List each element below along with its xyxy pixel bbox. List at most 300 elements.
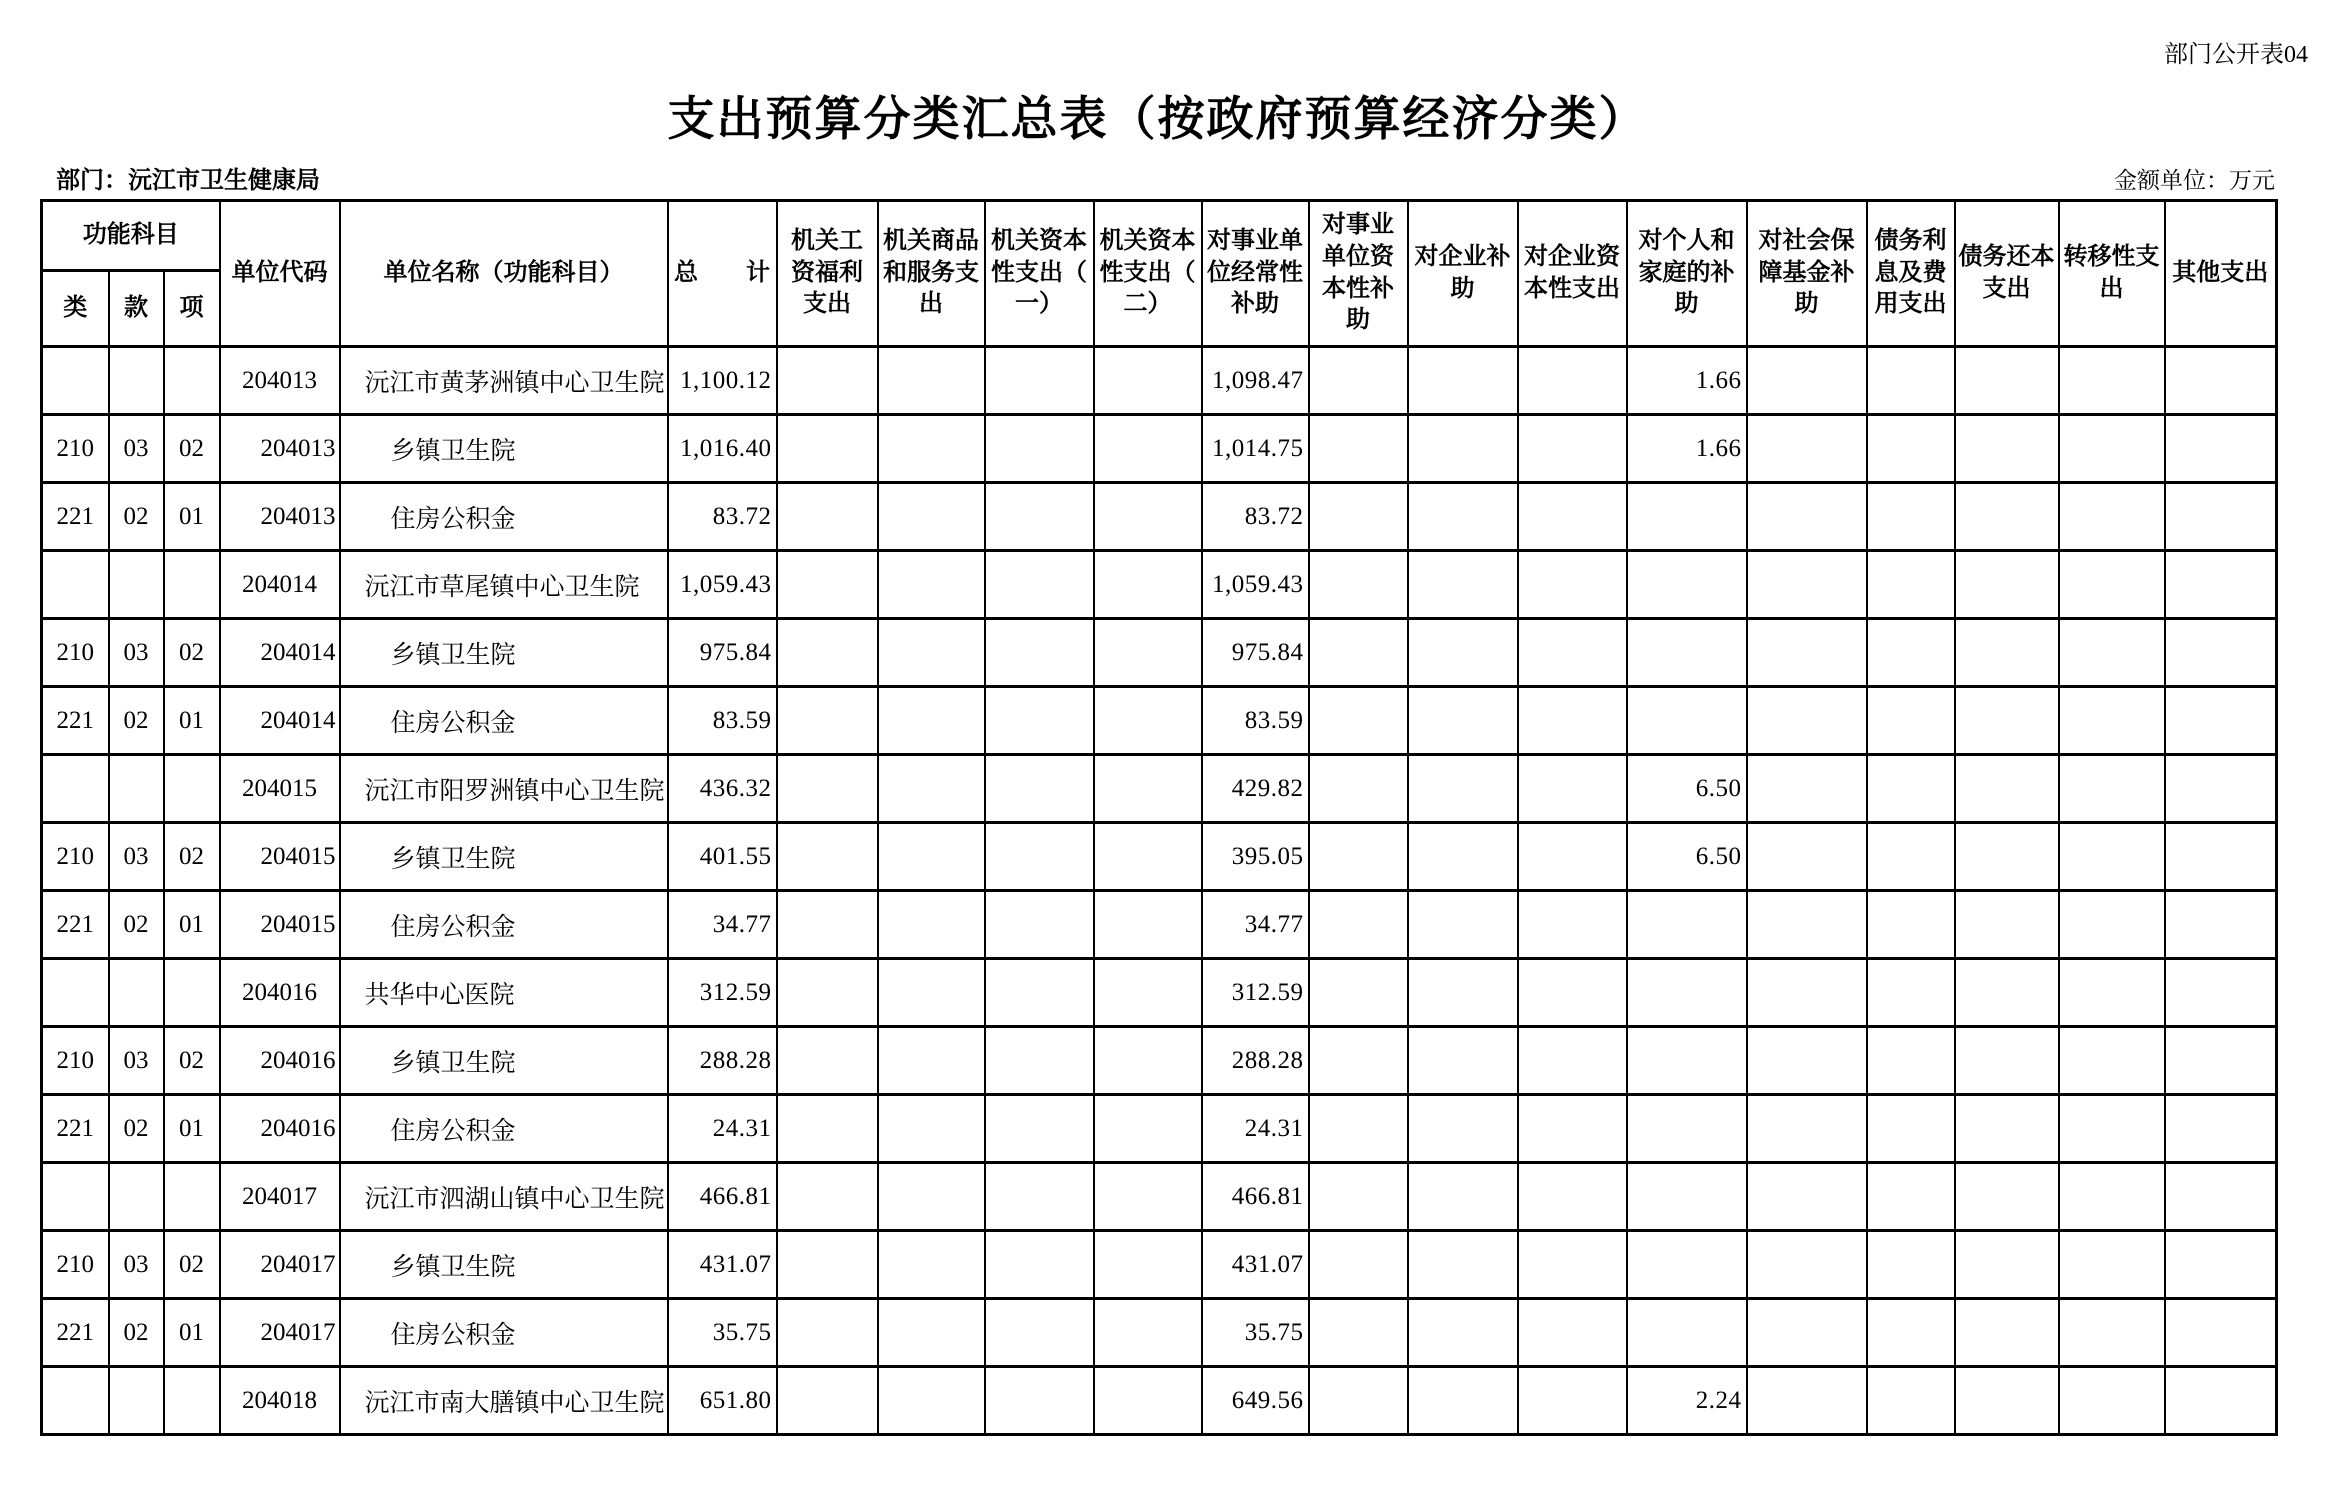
func-section-cell: 02	[109, 891, 164, 959]
econ-value-cell	[2165, 1367, 2277, 1435]
econ-value-cell	[2059, 483, 2165, 551]
econ-value-cell	[1309, 1367, 1408, 1435]
econ-value-cell	[1309, 415, 1408, 483]
header-econ-col: 债务利息及费用支出	[1867, 201, 1955, 347]
unit-name-cell: 沅江市草尾镇中心卫生院	[340, 551, 668, 619]
total-cell: 34.77	[668, 891, 777, 959]
table-row	[42, 959, 2277, 1027]
econ-value-cell	[1309, 347, 1408, 415]
econ-value-cell	[1408, 1299, 1518, 1367]
econ-value-cell	[1627, 1299, 1747, 1367]
econ-value-cell	[1747, 891, 1867, 959]
econ-value-cell	[2165, 687, 2277, 755]
unit-name-cell: 沅江市泗湖山镇中心卫生院	[340, 1163, 668, 1231]
econ-value-cell	[2059, 1231, 2165, 1299]
econ-value-cell	[1867, 1231, 1955, 1299]
econ-value-cell	[1867, 1163, 1955, 1231]
econ-value-cell	[1955, 1299, 2059, 1367]
econ-value-cell	[1867, 959, 1955, 1027]
unit-code-cell: 204017	[220, 1231, 340, 1299]
econ-value-cell	[1094, 755, 1202, 823]
header-unit-code: 单位代码	[220, 201, 340, 347]
econ-value-cell	[1094, 1095, 1202, 1163]
econ-value-cell	[1747, 755, 1867, 823]
func-class-cell: 210	[42, 823, 109, 891]
econ-value-cell	[2165, 1027, 2277, 1095]
func-class-cell: 221	[42, 1095, 109, 1163]
econ-value-cell	[1955, 959, 2059, 1027]
func-item-cell	[164, 551, 220, 619]
econ-value-cell	[1309, 619, 1408, 687]
econ-value-cell	[1955, 1095, 2059, 1163]
func-class-cell	[42, 755, 109, 823]
econ-value-cell	[1408, 619, 1518, 687]
econ-value-cell	[1408, 415, 1518, 483]
func-item-cell	[164, 1367, 220, 1435]
func-section-cell: 03	[109, 415, 164, 483]
econ-value-cell	[1518, 755, 1627, 823]
econ-value-cell	[1747, 1367, 1867, 1435]
econ-value-cell	[2059, 415, 2165, 483]
table-row	[42, 823, 2277, 891]
unit-name-cell: 乡镇卫生院	[340, 1231, 668, 1299]
table-body	[42, 347, 2277, 1435]
unit-code-cell: 204016	[220, 1027, 340, 1095]
total-cell: 288.28	[668, 1027, 777, 1095]
func-class-cell	[42, 551, 109, 619]
func-class-cell: 210	[42, 415, 109, 483]
unit-code-cell: 204015	[220, 755, 340, 823]
econ-value-cell	[1747, 483, 1867, 551]
total-cell: 401.55	[668, 823, 777, 891]
table-row	[42, 415, 2277, 483]
func-item-cell	[164, 1163, 220, 1231]
func-item-cell: 01	[164, 1299, 220, 1367]
econ-value-cell	[1094, 347, 1202, 415]
econ-value-cell: 83.59	[1202, 687, 1309, 755]
econ-value-cell	[1867, 415, 1955, 483]
econ-value-cell	[1518, 1367, 1627, 1435]
econ-value-cell: 2.24	[1627, 1367, 1747, 1435]
func-class-cell: 221	[42, 687, 109, 755]
unit-name-cell: 住房公积金	[340, 483, 668, 551]
econ-value-cell	[777, 619, 878, 687]
econ-value-cell	[878, 551, 985, 619]
econ-value-cell	[1955, 347, 2059, 415]
econ-value-cell	[2165, 551, 2277, 619]
table-row	[42, 619, 2277, 687]
econ-value-cell	[985, 619, 1094, 687]
func-section-cell: 03	[109, 619, 164, 687]
econ-value-cell: 34.77	[1202, 891, 1309, 959]
econ-value-cell	[2059, 755, 2165, 823]
econ-value-cell	[1094, 891, 1202, 959]
econ-value-cell	[1518, 347, 1627, 415]
econ-value-cell	[777, 415, 878, 483]
econ-value-cell	[2165, 1163, 2277, 1231]
econ-value-cell	[878, 619, 985, 687]
econ-value-cell	[1627, 687, 1747, 755]
total-cell: 975.84	[668, 619, 777, 687]
econ-value-cell	[2165, 1231, 2277, 1299]
sheet-label: 部门公开表04	[2164, 42, 2308, 68]
econ-value-cell	[2165, 347, 2277, 415]
econ-value-cell	[985, 1095, 1094, 1163]
econ-value-cell	[1408, 551, 1518, 619]
econ-value-cell: 429.82	[1202, 755, 1309, 823]
func-item-cell: 02	[164, 619, 220, 687]
econ-value-cell	[2165, 891, 2277, 959]
econ-value-cell	[1518, 687, 1627, 755]
econ-value-cell	[1955, 687, 2059, 755]
header-econ-col: 对企业资本性支出	[1518, 201, 1627, 347]
header-econ-col: 对事业单位资本性补助	[1309, 201, 1408, 347]
table-row	[42, 483, 2277, 551]
func-section-cell: 03	[109, 1231, 164, 1299]
table-row	[42, 1231, 2277, 1299]
func-item-cell: 01	[164, 891, 220, 959]
econ-value-cell	[2059, 619, 2165, 687]
amount-unit-label: 金额单位：万元	[2114, 168, 2275, 193]
meta-row	[56, 160, 2275, 195]
econ-value-cell	[1955, 1027, 2059, 1095]
econ-value-cell	[1867, 1367, 1955, 1435]
unit-name-cell: 住房公积金	[340, 687, 668, 755]
econ-value-cell	[878, 891, 985, 959]
econ-value-cell	[878, 1367, 985, 1435]
unit-name-cell: 住房公积金	[340, 1299, 668, 1367]
unit-code-cell: 204015	[220, 891, 340, 959]
econ-value-cell	[1408, 687, 1518, 755]
func-class-cell	[42, 347, 109, 415]
econ-value-cell	[878, 1299, 985, 1367]
header-total: 总 计	[668, 201, 777, 347]
econ-value-cell	[1094, 823, 1202, 891]
econ-value-cell: 24.31	[1202, 1095, 1309, 1163]
econ-value-cell	[985, 959, 1094, 1027]
econ-value-cell	[777, 1231, 878, 1299]
func-class-cell: 221	[42, 1299, 109, 1367]
total-cell: 35.75	[668, 1299, 777, 1367]
econ-value-cell: 395.05	[1202, 823, 1309, 891]
econ-value-cell	[985, 823, 1094, 891]
econ-value-cell	[2059, 347, 2165, 415]
unit-code-cell: 204013	[220, 415, 340, 483]
econ-value-cell: 83.72	[1202, 483, 1309, 551]
econ-value-cell	[878, 1095, 985, 1163]
table-row	[42, 551, 2277, 619]
func-item-cell: 02	[164, 1027, 220, 1095]
header-func-class: 类	[42, 271, 109, 347]
unit-name-cell: 乡镇卫生院	[340, 415, 668, 483]
unit-code-cell: 204014	[220, 551, 340, 619]
total-cell: 651.80	[668, 1367, 777, 1435]
econ-value-cell	[2059, 687, 2165, 755]
econ-value-cell	[1408, 1095, 1518, 1163]
econ-value-cell: 1.66	[1627, 415, 1747, 483]
unit-name-cell: 住房公积金	[340, 1095, 668, 1163]
econ-value-cell	[1867, 347, 1955, 415]
econ-value-cell	[1867, 551, 1955, 619]
total-cell: 466.81	[668, 1163, 777, 1231]
econ-value-cell	[985, 1367, 1094, 1435]
unit-code-cell: 204016	[220, 959, 340, 1027]
unit-name-cell: 住房公积金	[340, 891, 668, 959]
department-label: 部门：沅江市卫生健康局	[56, 168, 320, 194]
econ-value-cell	[2165, 1095, 2277, 1163]
econ-value-cell	[985, 551, 1094, 619]
total-cell: 83.72	[668, 483, 777, 551]
total-cell: 1,016.40	[668, 415, 777, 483]
econ-value-cell	[2059, 1367, 2165, 1435]
econ-value-cell	[777, 687, 878, 755]
econ-value-cell	[777, 1299, 878, 1367]
econ-value-cell	[1627, 1027, 1747, 1095]
econ-value-cell	[1408, 891, 1518, 959]
header-econ-col: 机关资本性支出（二）	[1094, 201, 1202, 347]
econ-value-cell	[1747, 1095, 1867, 1163]
func-item-cell	[164, 959, 220, 1027]
total-cell: 24.31	[668, 1095, 777, 1163]
func-item-cell: 02	[164, 823, 220, 891]
header-func-item: 项	[164, 271, 220, 347]
page-title: 支出预算分类汇总表（按政府预算经济分类）	[667, 94, 1648, 146]
econ-value-cell	[1094, 1367, 1202, 1435]
econ-value-cell	[2165, 1299, 2277, 1367]
econ-value-cell	[1094, 1163, 1202, 1231]
econ-value-cell	[2059, 551, 2165, 619]
func-section-cell: 02	[109, 1095, 164, 1163]
header-econ-col: 转移性支出	[2059, 201, 2165, 347]
header-row-1	[42, 201, 2277, 271]
func-class-cell	[42, 1367, 109, 1435]
econ-value-cell	[1094, 551, 1202, 619]
econ-value-cell: 35.75	[1202, 1299, 1309, 1367]
econ-value-cell	[2165, 755, 2277, 823]
econ-value-cell	[2165, 483, 2277, 551]
func-section-cell: 03	[109, 1027, 164, 1095]
func-section-cell: 02	[109, 687, 164, 755]
econ-value-cell	[1094, 1299, 1202, 1367]
econ-value-cell	[1955, 755, 2059, 823]
econ-value-cell	[1408, 1231, 1518, 1299]
econ-value-cell	[878, 959, 985, 1027]
econ-value-cell	[1747, 959, 1867, 1027]
unit-code-cell: 204018	[220, 1367, 340, 1435]
header-unit-name: 单位名称（功能科目）	[340, 201, 668, 347]
econ-value-cell	[1955, 619, 2059, 687]
econ-value-cell	[1094, 1231, 1202, 1299]
econ-value-cell	[1747, 687, 1867, 755]
econ-value-cell	[1408, 823, 1518, 891]
func-item-cell: 01	[164, 483, 220, 551]
econ-value-cell	[1094, 483, 1202, 551]
func-section-cell	[109, 1163, 164, 1231]
econ-value-cell	[1627, 551, 1747, 619]
econ-value-cell: 6.50	[1627, 755, 1747, 823]
econ-value-cell	[1867, 891, 1955, 959]
econ-value-cell	[878, 687, 985, 755]
econ-value-cell	[1955, 1367, 2059, 1435]
econ-value-cell	[1309, 1163, 1408, 1231]
econ-value-cell	[1747, 1163, 1867, 1231]
header-func-section: 款	[109, 271, 164, 347]
econ-value-cell	[1309, 891, 1408, 959]
table-row	[42, 1367, 2277, 1435]
econ-value-cell	[1518, 1095, 1627, 1163]
table-row	[42, 1095, 2277, 1163]
econ-value-cell	[1309, 1095, 1408, 1163]
econ-value-cell	[985, 1027, 1094, 1095]
econ-value-cell	[878, 1163, 985, 1231]
econ-value-cell: 1.66	[1627, 347, 1747, 415]
econ-value-cell	[1309, 959, 1408, 1027]
econ-value-cell	[1627, 1231, 1747, 1299]
econ-value-cell	[2059, 823, 2165, 891]
econ-value-cell	[2165, 415, 2277, 483]
econ-value-cell	[777, 755, 878, 823]
econ-value-cell: 6.50	[1627, 823, 1747, 891]
econ-value-cell	[1408, 347, 1518, 415]
func-section-cell	[109, 347, 164, 415]
econ-value-cell	[985, 347, 1094, 415]
econ-value-cell	[1867, 1095, 1955, 1163]
econ-value-cell	[1309, 1027, 1408, 1095]
func-section-cell: 02	[109, 483, 164, 551]
func-class-cell: 210	[42, 619, 109, 687]
econ-value-cell	[1747, 619, 1867, 687]
econ-value-cell	[2059, 959, 2165, 1027]
econ-value-cell	[1309, 483, 1408, 551]
econ-value-cell	[985, 687, 1094, 755]
func-section-cell	[109, 551, 164, 619]
econ-value-cell	[1518, 1299, 1627, 1367]
econ-value-cell	[777, 823, 878, 891]
table-row	[42, 1163, 2277, 1231]
econ-value-cell	[777, 551, 878, 619]
econ-value-cell	[1867, 483, 1955, 551]
econ-value-cell	[1747, 1231, 1867, 1299]
func-class-cell: 210	[42, 1027, 109, 1095]
table-row	[42, 891, 2277, 959]
econ-value-cell	[1408, 483, 1518, 551]
unit-name-cell: 沅江市南大膳镇中心卫生院	[340, 1367, 668, 1435]
econ-value-cell: 1,014.75	[1202, 415, 1309, 483]
econ-value-cell	[1747, 415, 1867, 483]
unit-code-cell: 204017	[220, 1163, 340, 1231]
header-econ-col: 债务还本支出	[1955, 201, 2059, 347]
econ-value-cell	[1309, 1231, 1408, 1299]
header-func-group: 功能科目	[42, 201, 220, 271]
econ-value-cell	[1627, 959, 1747, 1027]
total-cell: 436.32	[668, 755, 777, 823]
econ-value-cell	[985, 1231, 1094, 1299]
econ-value-cell	[1408, 755, 1518, 823]
econ-value-cell	[777, 891, 878, 959]
econ-value-cell	[1955, 891, 2059, 959]
econ-value-cell	[2165, 619, 2277, 687]
func-item-cell	[164, 347, 220, 415]
total-cell: 1,059.43	[668, 551, 777, 619]
econ-value-cell	[1408, 1163, 1518, 1231]
econ-value-cell	[1955, 1231, 2059, 1299]
econ-value-cell	[1094, 1027, 1202, 1095]
econ-value-cell: 431.07	[1202, 1231, 1309, 1299]
econ-value-cell	[1518, 1027, 1627, 1095]
econ-value-cell	[1627, 483, 1747, 551]
econ-value-cell	[878, 347, 985, 415]
econ-value-cell	[985, 891, 1094, 959]
econ-value-cell: 1,098.47	[1202, 347, 1309, 415]
total-cell: 1,100.12	[668, 347, 777, 415]
func-section-cell	[109, 1367, 164, 1435]
econ-value-cell	[777, 1027, 878, 1095]
econ-value-cell	[985, 1299, 1094, 1367]
econ-value-cell	[1309, 1299, 1408, 1367]
unit-code-cell: 204013	[220, 347, 340, 415]
econ-value-cell: 466.81	[1202, 1163, 1309, 1231]
header-econ-col: 机关资本性支出（一）	[985, 201, 1094, 347]
unit-name-cell: 乡镇卫生院	[340, 823, 668, 891]
econ-value-cell: 312.59	[1202, 959, 1309, 1027]
econ-value-cell: 288.28	[1202, 1027, 1309, 1095]
econ-value-cell	[1955, 823, 2059, 891]
econ-value-cell	[777, 483, 878, 551]
econ-value-cell	[1747, 1299, 1867, 1367]
econ-value-cell	[1408, 1027, 1518, 1095]
header-econ-col: 对企业补助	[1408, 201, 1518, 347]
unit-code-cell: 204014	[220, 687, 340, 755]
econ-value-cell	[1518, 1231, 1627, 1299]
econ-value-cell	[1094, 687, 1202, 755]
header-econ-col: 机关商品和服务支出	[878, 201, 985, 347]
func-section-cell: 02	[109, 1299, 164, 1367]
econ-value-cell	[878, 823, 985, 891]
econ-value-cell	[1867, 687, 1955, 755]
econ-value-cell	[1867, 755, 1955, 823]
header-econ-col: 其他支出	[2165, 201, 2277, 347]
econ-value-cell	[878, 483, 985, 551]
table-row	[42, 687, 2277, 755]
econ-value-cell	[1518, 1163, 1627, 1231]
econ-value-cell	[1867, 823, 1955, 891]
econ-value-cell	[1094, 619, 1202, 687]
table-row	[42, 347, 2277, 415]
func-item-cell: 02	[164, 1231, 220, 1299]
func-item-cell: 02	[164, 415, 220, 483]
econ-value-cell	[878, 755, 985, 823]
econ-value-cell	[1518, 619, 1627, 687]
econ-value-cell	[1627, 891, 1747, 959]
header-econ-col: 对社会保障基金补助	[1747, 201, 1867, 347]
unit-name-cell: 乡镇卫生院	[340, 1027, 668, 1095]
econ-value-cell	[878, 1231, 985, 1299]
unit-code-cell: 204017	[220, 1299, 340, 1367]
econ-value-cell	[1094, 415, 1202, 483]
func-section-cell	[109, 755, 164, 823]
econ-value-cell	[1955, 1163, 2059, 1231]
econ-value-cell	[1867, 619, 1955, 687]
func-class-cell: 221	[42, 891, 109, 959]
econ-value-cell	[1627, 619, 1747, 687]
econ-value-cell: 1,059.43	[1202, 551, 1309, 619]
econ-value-cell	[1955, 551, 2059, 619]
table-row	[42, 1027, 2277, 1095]
header-econ-col: 机关工资福利支出	[777, 201, 878, 347]
econ-value-cell: 649.56	[1202, 1367, 1309, 1435]
econ-value-cell: 975.84	[1202, 619, 1309, 687]
unit-name-cell: 沅江市阳罗洲镇中心卫生院	[340, 755, 668, 823]
